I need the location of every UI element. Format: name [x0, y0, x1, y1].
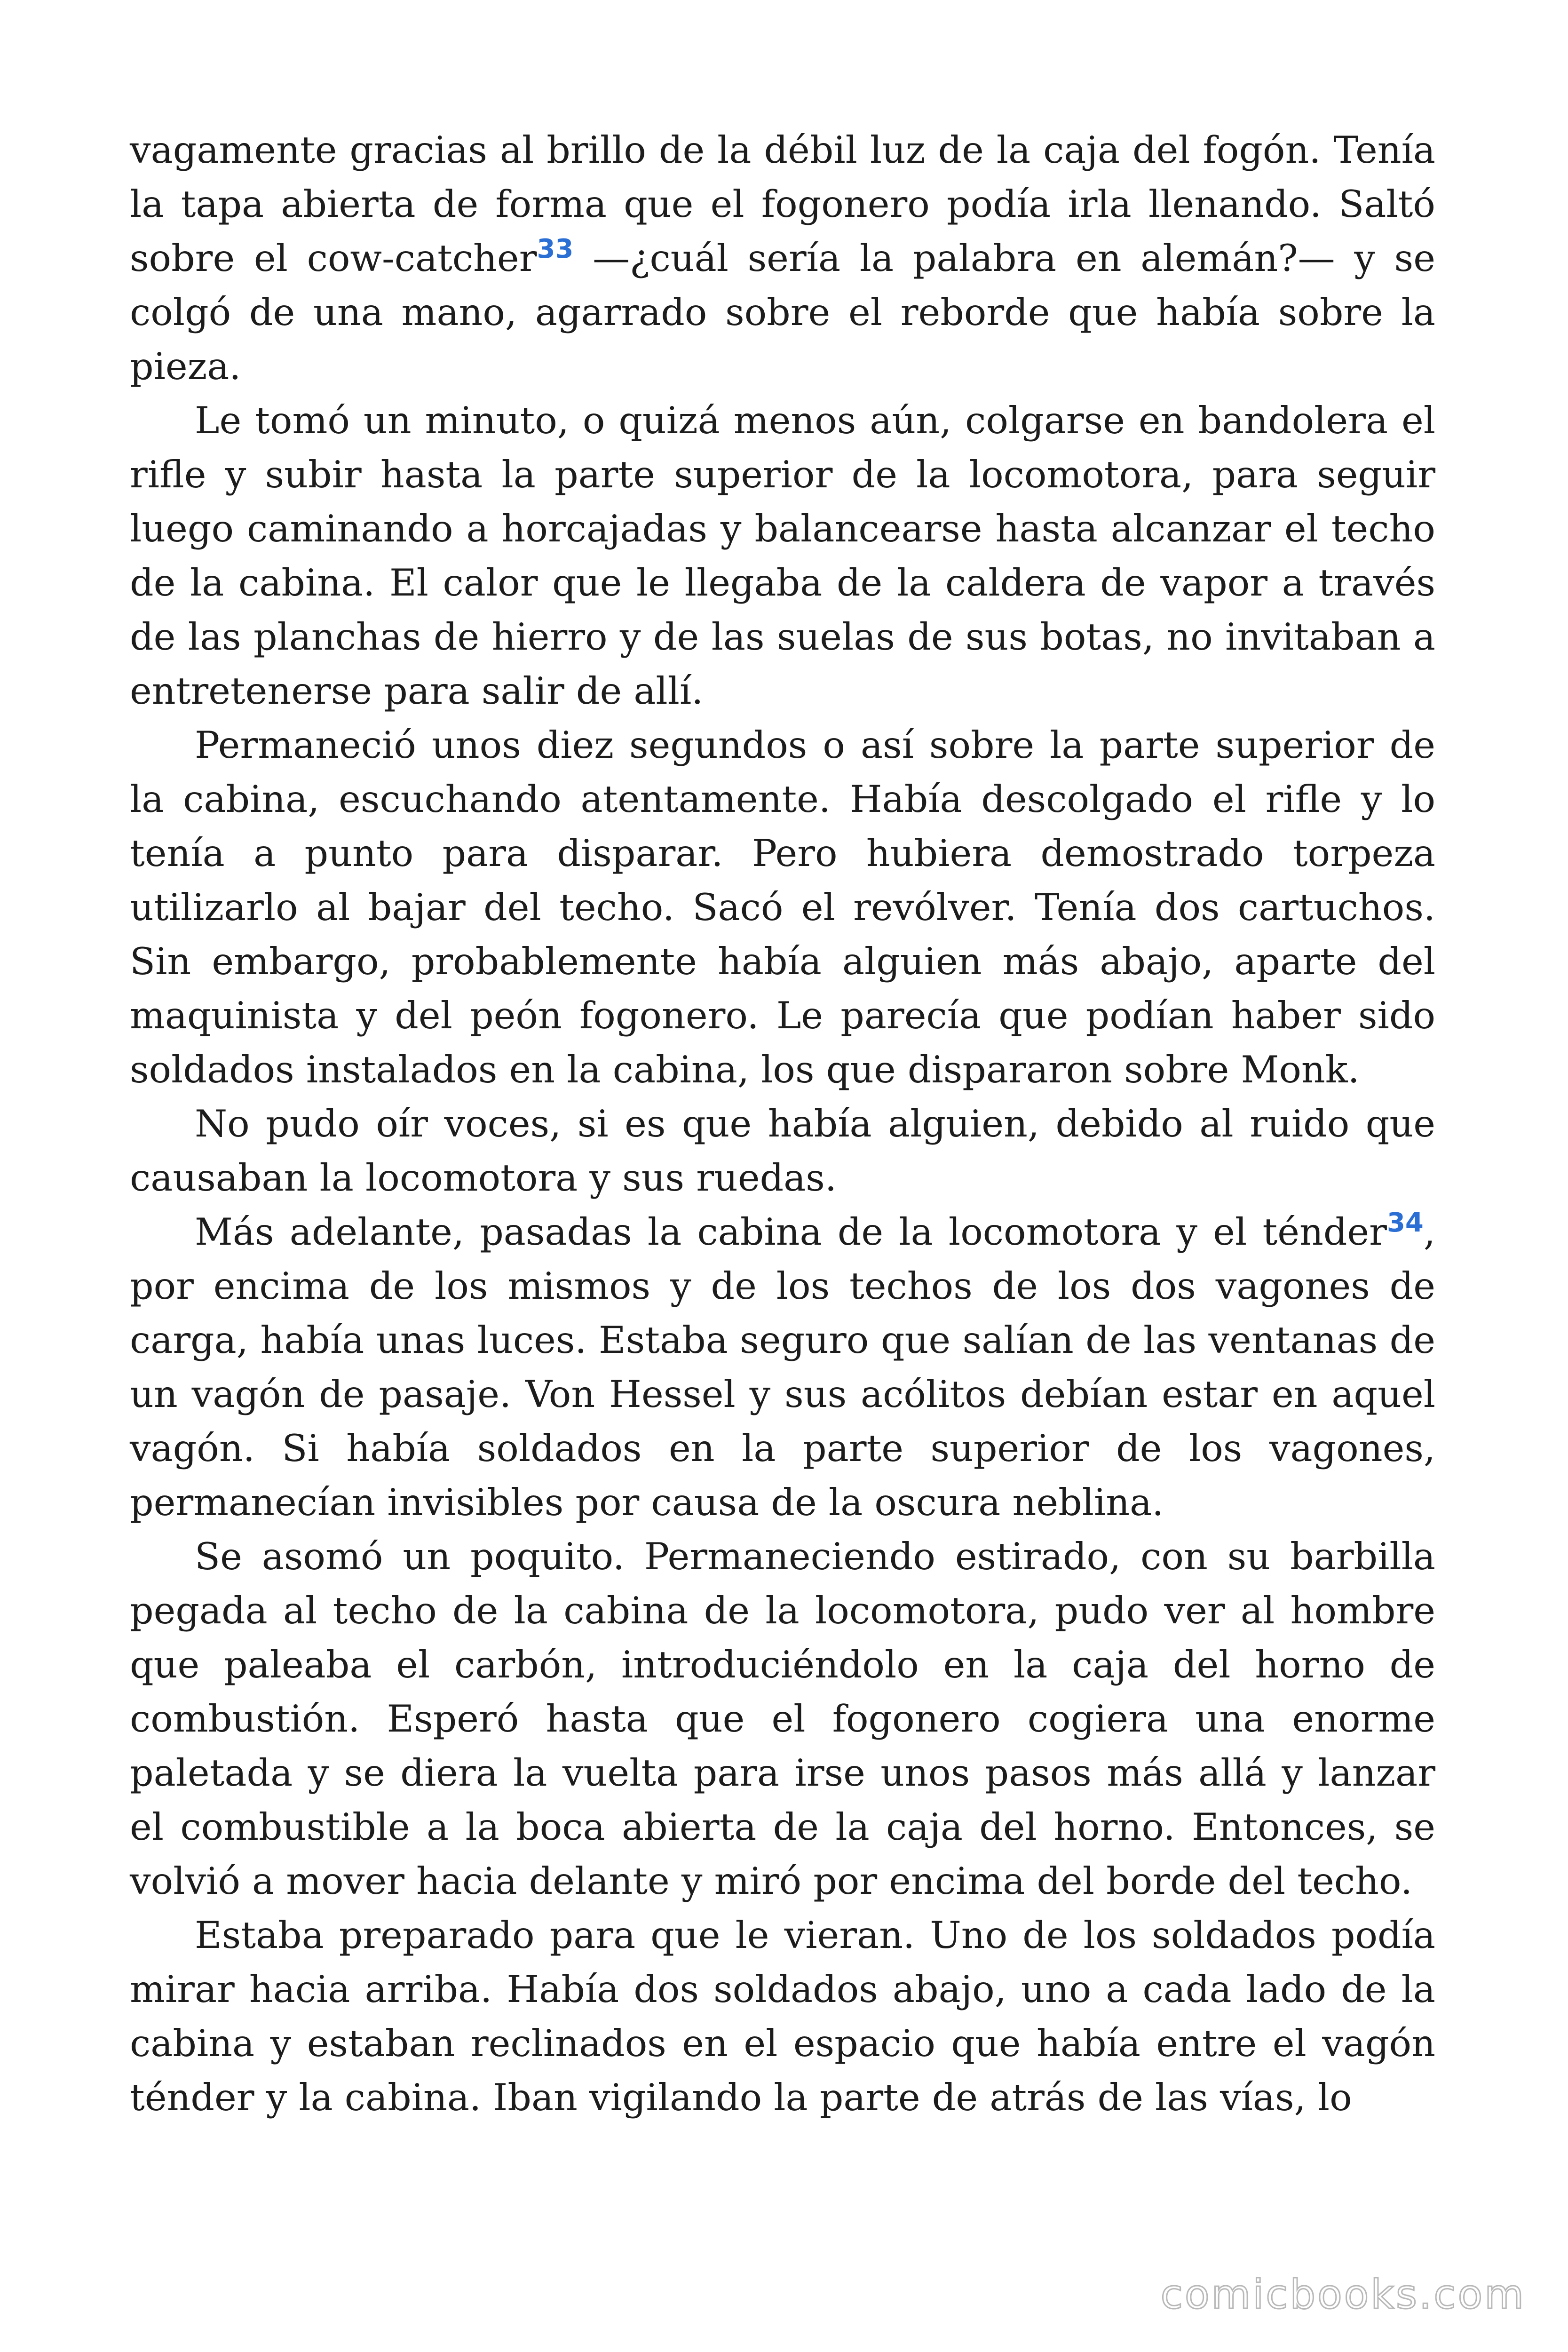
paragraph-4	[130, 1097, 1435, 1205]
paragraph-text: Se asomó un poquito. Permaneciendo estirado, con su barbilla pegada al techo de la cabina de la locomotora, pudo ver al hombre que paleaba el carbón, introduciéndolo en la caja del horno de combustión. Esperó hasta que el fogonero cogiera una enorme paletada y se diera la vuelta para irse unos pasos más allá y lanzar el combustible a la boca abierta de la caja del horno. Entonces, se volvió a mover hacia delante y miró por encima del borde del techo.	[130, 1535, 1435, 1903]
watermark: comicbooks.com	[1160, 2271, 1526, 2318]
page-text	[130, 123, 1435, 2125]
paragraph-text: Estaba preparado para que le vieran. Uno de los soldados podía mirar hacia arriba. Había dos soldados abajo, uno a cada lado de la cabina y estaban reclinados en el espacio que había entre el vagón ténder y la cabina. Iban vigilando la parte de atrás de las vías, lo	[130, 1914, 1435, 2119]
paragraph-3	[130, 718, 1435, 1097]
paragraph-text: Permaneció unos diez segundos o así sobre la parte superior de la cabina, escuchando atentamente. Había descolgado el rifle y lo tenía a punto para disparar. Pero hubiera demostrado torpeza utilizarlo al bajar del techo. Sacó el revólver. Tenía dos cartuchos. Sin embargo, probablemente había alguien más abajo, aparte del maquinista y del peón fogonero. Le parecía que podían haber sido soldados instalados en la cabina, los que dispararon sobre Monk.	[130, 723, 1435, 1091]
footnote-ref-33[interactable]: 33	[537, 234, 574, 264]
paragraph-2	[130, 394, 1435, 718]
paragraph-7	[130, 1908, 1435, 2125]
footnote-ref-34[interactable]: 34	[1386, 1208, 1424, 1238]
paragraph-text: —¿cuál sería la palabra en alemán?— y se colgó de una mano, agarrado sobre el reborde que había sobre la pieza.	[130, 237, 1435, 388]
paragraph-text: Le tomó un minuto, o quizá menos aún, colgarse en bandolera el rifle y subir hasta la parte superior de la locomotora, para seguir luego caminando a horcajadas y balancearse hasta alcanzar el techo de la cabina. El calor que le llegaba de la caldera de vapor a través de las planchas de hierro y de las suelas de sus botas, no invitaban a entretenerse para salir de allí.	[130, 399, 1435, 713]
paragraph-text: Más adelante, pasadas la cabina de la locomotora y el ténder	[195, 1210, 1387, 1254]
paragraph-6	[130, 1530, 1435, 1908]
paragraph-1	[130, 123, 1435, 394]
paragraph-text: , por encima de los mismos y de los techos de los dos vagones de carga, había unas luces. Estaba seguro que salían de las ventanas de un vagón de pasaje. Von Hessel y sus acólitos debían estar en aquel vagón. Si había soldados en la parte superior de los vagones, permanecían invisibles por causa de la oscura neblina.	[130, 1210, 1435, 1524]
paragraph-text: vagamente gracias al brillo de la débil luz de la caja del fogón. Tenía la tapa abierta de forma que el fogonero podía irla llenando. Saltó sobre el cow-catcher	[130, 128, 1435, 280]
paragraph-5	[130, 1205, 1435, 1530]
paragraph-text: No pudo oír voces, si es que había alguien, debido al ruido que causaban la locomotora y sus ruedas.	[130, 1102, 1435, 1200]
